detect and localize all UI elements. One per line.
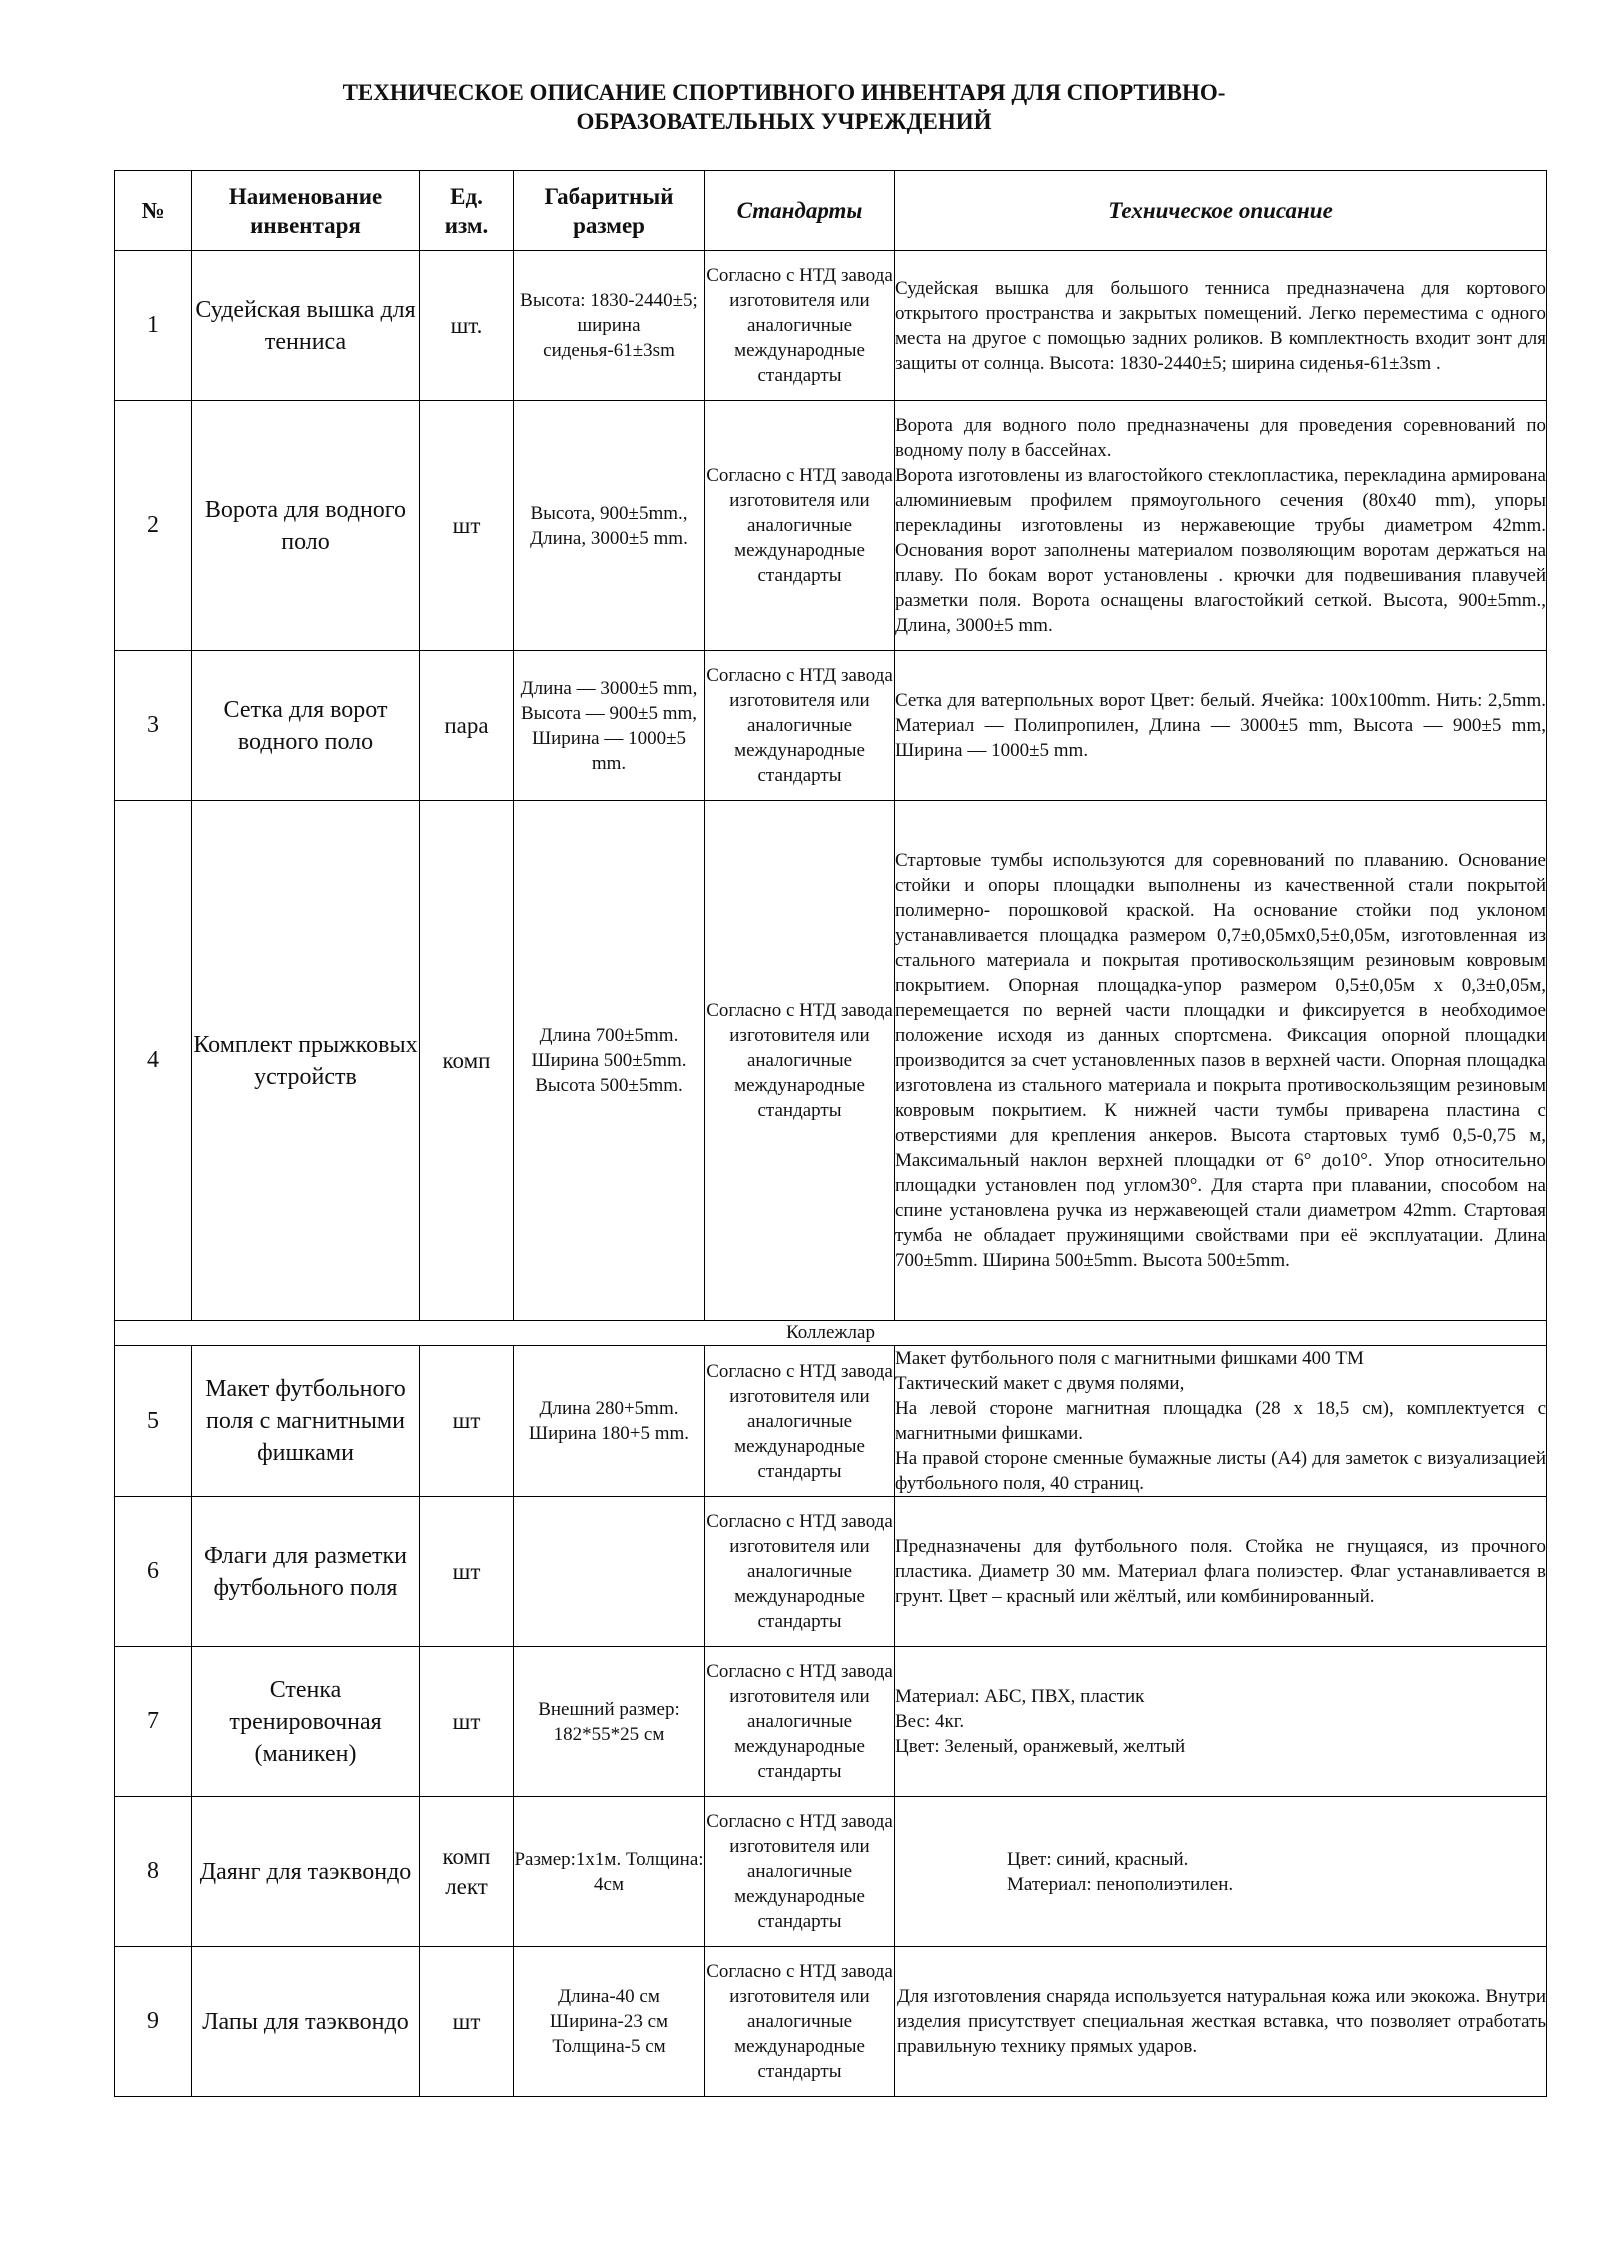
item-name: Даянг для таэквондо [192, 1797, 420, 1947]
description-paragraph: Макет футбольного поля с магнитными фишками 400 TM [895, 1348, 1364, 1369]
row-number: 1 [115, 251, 192, 401]
item-unit: комп лект [420, 1797, 514, 1947]
description-paragraph: Материал: АБС, ПВХ, пластик [895, 1686, 1145, 1707]
table-row [115, 651, 1547, 801]
item-size: Длина 700±5mm. Ширина 500±5mm. Высота 500±5mm. [514, 801, 705, 1321]
description-paragraph: Ворота для водного поло предназначены для проведения соревнований по водному полу в бассейнах. [895, 415, 1546, 461]
item-size: Длина 280+5mm. Ширина 180+5 mm. [514, 1346, 705, 1497]
item-unit: шт [420, 401, 514, 651]
item-standards: Согласно с НТД завода изготовителя или аналогичные международные стандарты [705, 1947, 895, 2097]
item-standards: Согласно с НТД завода изготовителя или аналогичные международные стандарты [705, 1346, 895, 1497]
item-description [895, 1797, 1547, 1947]
description-paragraph: Сетка для ватерпольных ворот Цвет: белый. Ячейка: 100х100mm. Нить: 2,5mm. Материал — Полипропилен, Длина — 3000±5 mm, Высота — 900±5 mm, Ширина — 1000±5 mm. [895, 690, 1546, 761]
table-row [115, 251, 1547, 401]
item-unit: шт. [420, 251, 514, 401]
table-row [115, 401, 1547, 651]
item-standards: Согласно с НТД завода изготовителя или аналогичные международные стандарты [705, 251, 895, 401]
item-size: Высота, 900±5mm., Длина, 3000±5 mm. [514, 401, 705, 651]
table-row [115, 1647, 1547, 1797]
header-num: № [115, 171, 192, 251]
title-line-2: ОБРАЗОВАТЕЛЬНЫХ УЧРЕЖДЕНИЙ [576, 109, 992, 134]
table-row [115, 801, 1547, 1321]
row-number: 2 [115, 401, 192, 651]
description-paragraph: На правой стороне сменные бумажные листы (A4) для заметок с визуализацией футбольного поля, 40 страниц. [895, 1448, 1546, 1494]
item-size: Длина — 3000±5 mm, Высота — 900±5 mm, Ширина — 1000±5 mm. [514, 651, 705, 801]
table-row [115, 1497, 1547, 1647]
section-row [115, 1321, 1547, 1346]
description-paragraph: Судейская вышка для большого тенниса предназначена для кортового открытого пространства и закрытых помещений. Легко переместима с одного места на другое с помощью задних роликов. В комплектность входит зонт для защиты от солнца. Высота: 1830-2440±5; ширина сиденья-61±3sm . [895, 277, 1546, 374]
item-name: Комплект прыжковых устройств [192, 801, 420, 1321]
row-number: 7 [115, 1647, 192, 1797]
item-description [895, 251, 1547, 401]
header-name: Наименование инвентаря [192, 171, 420, 251]
row-number: 6 [115, 1497, 192, 1647]
item-standards: Согласно с НТД завода изготовителя или аналогичные международные стандарты [705, 651, 895, 801]
row-number: 8 [115, 1797, 192, 1947]
item-size: Длина-40 см Ширина-23 см Толщина-5 см [514, 1947, 705, 2097]
item-name: Лапы для таэквондо [192, 1947, 420, 2097]
item-unit: пара [420, 651, 514, 801]
header-row [115, 171, 1547, 251]
description-paragraph: Для изготовления снаряда используется натуральная кожа или экокожа. Внутри изделия присутствует специальная жесткая вставка, что позволяет отработать правильную технику прямых ударов. [897, 1986, 1546, 2057]
item-unit: шт [420, 1947, 514, 2097]
description-paragraph: Ворота изготовлены из влагостойкого стеклопластика, перекладина армирована алюминиевым профилем прямоугольного сечения (80х40 mm), упоры перекладины изготовлены из нержавеющие трубы диаметром 42mm. Основания ворот заполнены материалом позволяющим воротам держаться на плаву. По бокам ворот установлены . крючки для подвешивания плавучей разметки поля. Ворота оснащены влагостойкий сеткой. Высота, 900±5mm., Длина, 3000±5 mm. [895, 465, 1546, 636]
item-unit: шт [420, 1497, 514, 1647]
item-name: Макет футбольного поля с магнитными фишками [192, 1346, 420, 1497]
section-label: Коллежлар [115, 1321, 1547, 1346]
description-paragraph: Тактический макет с двумя полями, [895, 1373, 1185, 1394]
row-number: 9 [115, 1947, 192, 2097]
item-description [895, 401, 1547, 651]
item-size [514, 1497, 705, 1647]
item-name: Сетка для ворот водного поло [192, 651, 420, 801]
item-description [895, 1947, 1547, 2097]
item-description [895, 1497, 1547, 1647]
item-standards: Согласно с НТД завода изготовителя или аналогичные международные стандарты [705, 801, 895, 1321]
item-unit: комп [420, 801, 514, 1321]
item-size: Размер:1х1м. Толщина: 4см [514, 1797, 705, 1947]
description-paragraph: Цвет: синий, красный. [1007, 1848, 1189, 1870]
item-description [895, 651, 1547, 801]
header-size: Габаритный размер [514, 171, 705, 251]
row-number: 4 [115, 801, 192, 1321]
item-name: Стенка тренировочная (маникен) [192, 1647, 420, 1797]
table-row [115, 1346, 1547, 1497]
description-paragraph: На левой стороне магнитная площадка (28 x 18,5 см), комплектуется с магнитными фишками. [895, 1398, 1546, 1444]
row-number: 3 [115, 651, 192, 801]
item-size: Внешний размер: 182*55*25 см [514, 1647, 705, 1797]
row-number: 5 [115, 1346, 192, 1497]
item-name: Флаги для разметки футбольного поля [192, 1497, 420, 1647]
item-description [895, 801, 1547, 1321]
inventory-table [114, 170, 1547, 2097]
item-name: Ворота для водного поло [192, 401, 420, 651]
table-row [115, 1947, 1547, 2097]
item-description [895, 1647, 1547, 1797]
item-size: Высота: 1830-2440±5; ширина сиденья-61±3sm [514, 251, 705, 401]
description-paragraph: Материал: пенополиэтилен. [1007, 1873, 1234, 1895]
description-paragraph: Цвет: Зеленый, оранжевый, желтый [895, 1736, 1186, 1757]
table-row [115, 1797, 1547, 1947]
item-unit: шт [420, 1647, 514, 1797]
header-unit: Ед. изм. [420, 171, 514, 251]
item-standards: Согласно с НТД завода изготовителя или аналогичные международные стандарты [705, 1647, 895, 1797]
description-paragraph: Предназначены для футбольного поля. Стойка не гнущаяся, из прочного пластика. Диаметр 30 мм. Материал флага полиэстер. Флаг устанавливается в грунт. Цвет – красный или жёлтый, или комбинированный. [895, 1536, 1546, 1607]
page-title [114, 78, 1454, 136]
item-name: Судейская вышка для тенниса [192, 251, 420, 401]
description-paragraph: Вес: 4кг. [895, 1711, 965, 1732]
item-standards: Согласно с НТД завода изготовителя или аналогичные международные стандарты [705, 401, 895, 651]
item-description [895, 1346, 1547, 1497]
item-standards: Согласно с НТД завода изготовителя или аналогичные международные стандарты [705, 1797, 895, 1947]
header-standards: Стандарты [705, 171, 895, 251]
item-unit: шт [420, 1346, 514, 1497]
title-line-1: ТЕХНИЧЕСКОЕ ОПИСАНИЕ СПОРТИВНОГО ИНВЕНТАРЯ ДЛЯ СПОРТИВНО- [342, 80, 1226, 105]
header-description: Техническое описание [895, 171, 1547, 251]
item-standards: Согласно с НТД завода изготовителя или аналогичные международные стандарты [705, 1497, 895, 1647]
description-paragraph: Стартовые тумбы используются для соревнований по плаванию. Основание стойки и опоры площадки выполнены из качественной стали покрытой полимерно- порошковой краской. На основание стойки под уклоном устанавливается площадка размером 0,7±0,05мх0,5±0,05м, изготовленная из стального материала и покрытая противоскользящим резиновым ковровым покрытием. Опорная площадка-упор размером 0,5±0,05м х 0,3±0,05м, перемещается по верней части площадки и фиксируется в необходимое положение исходя из данных спортсмена. Фиксация опорной площадки производится за счет установленных пазов в верхней части. Опорная площадка изготовлена из стального материала и покрыта противоскользящим резиновым ковровым покрытием. К нижней части тумбы приварена пластина с отверстиями для крепления анкеров. Высота стартовых тумб 0,5-0,75 м, Максимальный наклон верхней площадки от 6° до10°. Упор относительно площадки установлен под углом30°. Для старта при плавании, способом на спине установлена ручка из нержавеющей стали диаметром 42mm. Стартовая тумба не обладает пружинящими свойствами при её эксплуатации. Длина 700±5mm. Ширина 500±5mm. Высота 500±5mm. [895, 850, 1546, 1271]
